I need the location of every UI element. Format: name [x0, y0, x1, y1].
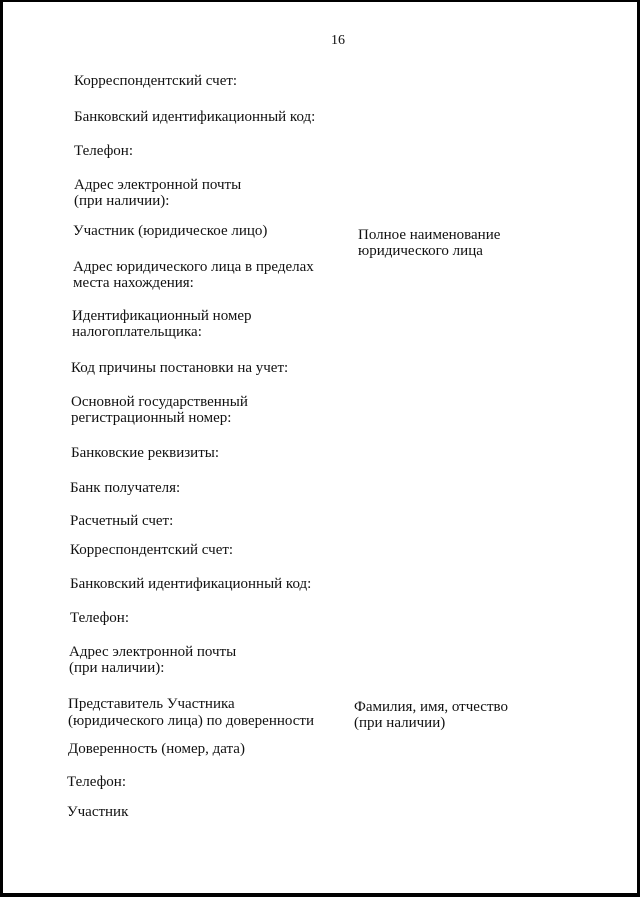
inn-label-line1: Идентификационный номер [72, 308, 252, 324]
participant-signature-label: Участник [67, 804, 129, 820]
email-label-2-line2: (при наличии): [69, 660, 165, 676]
email-label-1-line1: Адрес электронной почты [74, 177, 242, 193]
address-label-line1: Адрес юридического лица в пределах [73, 259, 314, 275]
participant-right-line2: юридического лица [358, 243, 483, 259]
kpp-label: Код причины постановки на учет: [71, 360, 289, 376]
corr-account-label-2: Корреспондентский счет: [70, 542, 234, 558]
email-label-1-line2: (при наличии): [74, 193, 170, 209]
scan-border-bottom [0, 893, 640, 897]
corr-account-label-1: Корреспондентский счет: [74, 73, 238, 89]
page-number: 16 [331, 33, 345, 48]
poa-label: Доверенность (номер, дата) [68, 741, 245, 757]
scan-border-top [0, 0, 640, 2]
bic-label-1: Банковский идентификационный код: [74, 109, 316, 125]
participant-label: Участник (юридическое лицо) [73, 223, 268, 239]
phone-label-1: Телефон: [74, 143, 133, 159]
bank-details-label: Банковские реквизиты: [71, 445, 220, 461]
scan-border-left [0, 0, 3, 897]
ogrn-label-line2: регистрационный номер: [71, 410, 232, 426]
bic-label-2: Банковский идентификационный код: [70, 576, 312, 592]
representative-label-line2: (юридического лица) по доверенности [68, 713, 315, 729]
inn-label-line2: налогоплательщика: [72, 324, 202, 340]
phone-label-2: Телефон: [70, 610, 129, 626]
email-label-2-line1: Адрес электронной почты [69, 644, 237, 660]
participant-right-line1: Полное наименование [358, 227, 501, 243]
representative-label-line1: Представитель Участника [68, 696, 235, 712]
representative-right-line1: Фамилия, имя, отчество [354, 699, 508, 715]
address-label-line2: места нахождения: [73, 275, 194, 291]
settlement-account-label: Расчетный счет: [70, 513, 174, 529]
phone-label-3: Телефон: [67, 774, 126, 790]
ogrn-label-line1: Основной государственный [71, 394, 248, 410]
bank-name-label: Банк получателя: [70, 480, 181, 496]
representative-right-line2: (при наличии) [354, 715, 446, 731]
